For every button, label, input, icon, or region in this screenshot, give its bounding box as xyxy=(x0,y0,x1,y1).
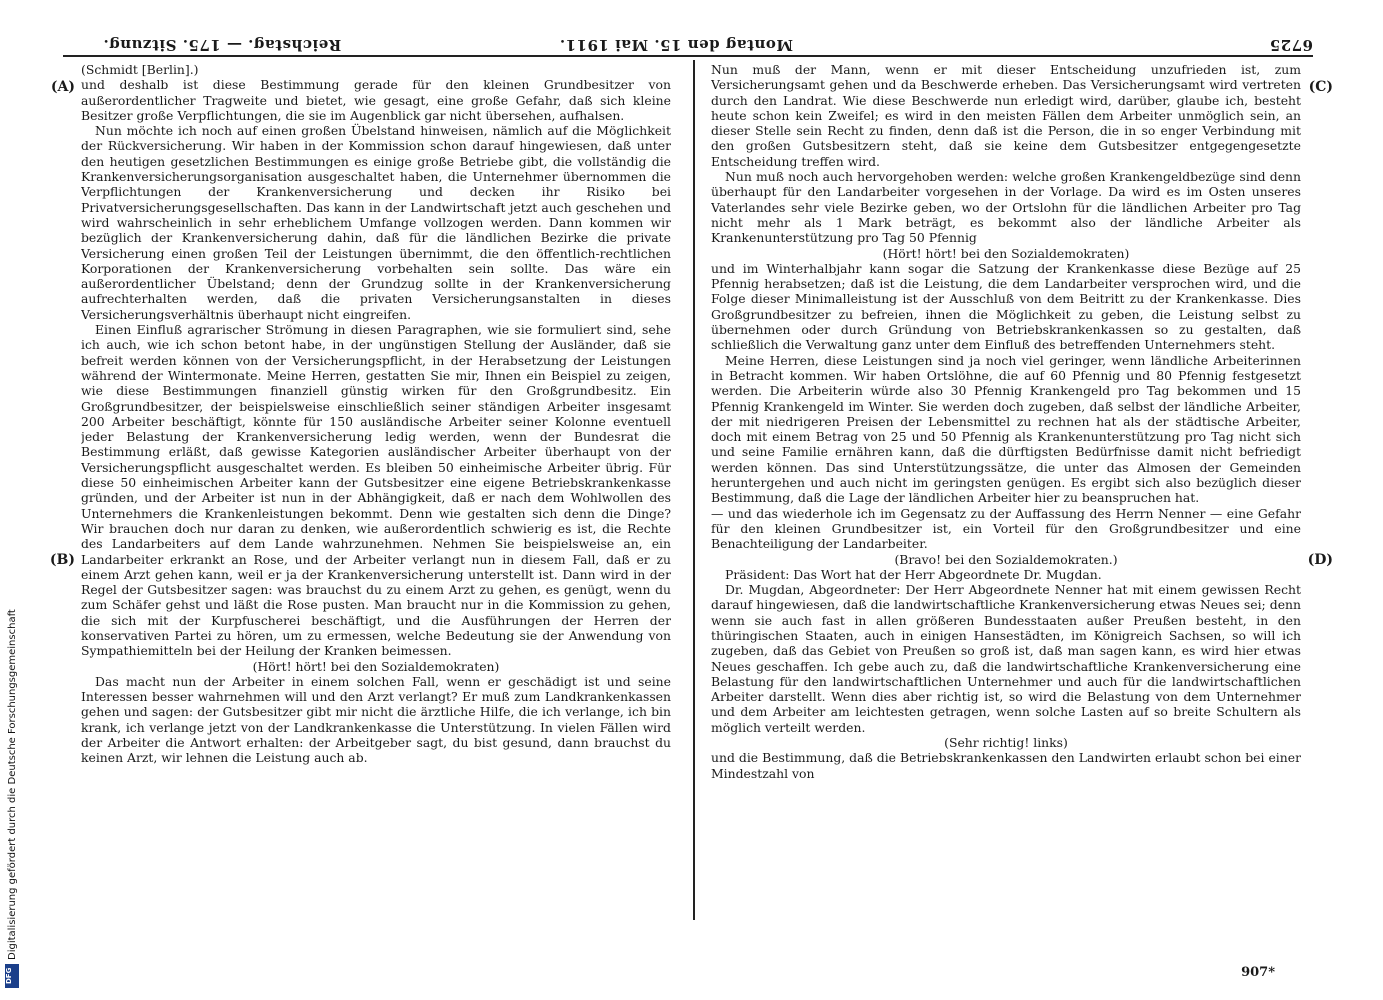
paragraph: und im Winterhalbjahr kann sogar die Satzung der Krankenkasse diese Bezüge auf 25 Pfennig herabsetzen; daß ist die Leistung, die dem Landarbeiter versprochen wird, und die Folge dieser Minimalleistung ist der Ausschluß von dem Beitritt zu der Krankenkasse. Dies Großgrundbesitzer zu befreien, ihnen die Möglichkeit zu geben, die Leistung selbst zu übernehmen oder durch Gründung von Betriebskrankenkassen so zu gestalten, daß schließlich die Verwaltung ganz unter dem Einfluß des betreffenden Unternehmers steht. xyxy=(711,260,1301,353)
column-divider xyxy=(693,60,695,920)
digitization-credit xyxy=(4,600,20,990)
paragraph: Nun möchte ich noch auf einen großen Übelstand hinweisen, nämlich auf die Möglichkeit der Rückversicherung. Wir haben in der Kommission schon darauf hingewiesen, daß unter den heutigen gesetzlichen Bestimmungen es einige große Betriebe gibt, die vollständig die Krankenversicherungsorganisation ausgeschaltet haben, die Unternehmer übernommen die Verpflichtungen der Krankenversicherung und decken ihr Risiko bei Privatversicherungsgesellschaften. Das kann in der Landwirtschaft jetzt auch geschehen und wird wahrscheinlich in sehr erheblichem Umfange vollzogen werden. Dann kommen wir bezüglich der Krankenversicherung dahin, daß für die ländlichen Bezirke die private Versicherung einen großen Teil der Leistungen übernimmt, die den öffentlich-rechtlichen Korporationen der Krankenversicherung vorbehalten sein sollte. Das wäre ein außerordentlicher Übelstand; denn der Grundzug sollte in der Krankenversicherung aufrechterhalten werden, daß die privaten Versicherungsanstalten in dieses Versicherungsverhältnis überhaupt nicht eingreifen. xyxy=(81,123,671,322)
page-header xyxy=(63,32,1313,54)
margin-marker-a: (A) xyxy=(50,79,75,95)
paragraph: Das macht nun der Arbeiter in einem solchen Fall, wenn er geschädigt ist und seine Interessen besser wahrnehmen will und den Arzt verlangt? Er muß zum Landkrankenkassen gehen und sagen: der Gutsbesitzer gibt mir nicht die ärztliche Hilfe, die ich verlange, ich bin krank, ich verlange jetzt von der Landkrankenkasse die Unterstützung. In vielen Fällen wird der Arbeiter die Antwort erhalten: der Arbeitgeber sagt, du bist gesund, dann brauchst du keinen Arzt, wir lehnen die Leistung auch ab. xyxy=(81,673,671,766)
paragraph: Präsident: Das Wort hat der Herr Abgeordnete Dr. Mugdan. xyxy=(725,566,1102,582)
paragraph: und die Bestimmung, daß die Betriebskrankenkassen den Landwirten erlaubt schon bei einer Mindestzahl von xyxy=(711,750,1301,781)
interjection: (Sehr richtig! links) xyxy=(944,735,1068,751)
paragraph: Nun muß noch auch hervorgehoben werden: welche großen Krankengeldbezüge sind denn überhaupt für den Landarbeiter vorgesehen in der Vorlage. Da wird es im Osten unseres Vaterlandes sehr viele Bezirke geben, wo der Ortslohn für die ländlichen Arbeiter pro Tag nicht mehr als 1 Mark beträgt, es bekommt also der ländliche Arbeiter als Krankenunterstützung pro Tag 50 Pfennig xyxy=(711,169,1301,246)
paragraph: Einen Einfluß agrarischer Strömung in diesen Paragraphen, wie sie formuliert sind, sehe ich auch, wie ich schon betont habe, in der ungünstigen Stellung der Ausländer, daß sie befreit werden können von der Versicherungspflicht, in der Herabsetzung der Leistungen während der Wintermonate. Meine Herren, gestatten Sie mir, Ihnen ein Beispiel zu zeigen, wie diese Bestimmungen finanziell günstig wirken für den Großgrundbesitz. Ein Großgrundbesitzer, der beispielsweise einschließlich seiner ständigen Arbeiter insgesamt 200 Arbeiter beschäftigt, könnte für 150 ausländische Arbeiter seiner Kolonne eventuell jeder Belastung der Krankenversicherung ledig werden, wenn der Bundesrat die Bestimmung erläßt, daß gewisse Kategorien ausländischer Arbeiter überhaupt von der Versicherungspflicht ausgeschaltet werden. Es bleiben 50 einheimische Arbeiter übrig. Für diese 50 einheimischen Arbeiter kann der Gutsbesitzer eine eigene Betriebskrankenkasse gründen, und der Arbeiter ist nun in der Abhängigkeit, daß er nach dem Wohlwollen des Unternehmers die Krankenleistungen bekommt. Denn wie gestalten sich denn die Dinge? Wir brauchen doch nur daran zu denken, wie außerordentlich schwierig es ist, die Rechte des Landarbeiters auf dem Lande wahrzunehmen. Nehmen Sie beispielsweise an, ein Landarbeiter erkrankt an Rose, und der Arbeiter verlangt nun in diesem Fall, daß er zu einem Arzt gehen kann, weil er ja der Krankenversicherung unterstellt ist. Dann wird in der Regel der Gutsbesitzer sagen: was brauchst du zu einem Arzt zu gehen, es genügt, wenn du zum Schäfer gehst und läßt die Rose pusten. Man braucht nur in die Kommission zu gehen, die sich mit der Kurpfuscherei beschäftigt, und die Ausführungen der Herren der konservativen Partei zu hören, um zu ermessen, welche Bedeutung sie der Anwendung von Sympathiemitteln bei der Heilung der Kranken beimessen. xyxy=(81,322,671,659)
paragraph: Dr. Mugdan, Abgeordneter: Der Herr Abgeordnete Nenner hat mit einem gewissen Recht darauf hingewiesen, daß die landwirtschaftliche Krankenversicherung etwas Neues sei; denn wenn sie auch fast in allen größeren Bundesstaaten außer Preußen besteht, in den thüringischen Staaten, auch in einigen Hansestädten, im Königreich Sachsen, so will ich zugeben, daß das Gebiet von Preußen so groß ist, daß man sagen kann, es wird hier etwas Neues geschaffen. Ich gebe auch zu, daß die landwirtschaftliche Krankenversicherung eine Belastung für den landwirtschaftlichen Unternehmer und auch für die landwirtschaftlichen Arbeiter darstellt. Wenn dies aber richtig ist, so wird die Belastung von dem Unternehmer und dem Arbeiter am leichtesten getragen, wenn solche Lasten auf so breite Schultern als möglich verteilt werden. xyxy=(711,582,1301,735)
dfg-logo: DFG xyxy=(5,964,19,988)
interjection: (Bravo! bei den Sozialdemokraten.) xyxy=(894,551,1118,567)
margin-marker-c: (C) xyxy=(1308,79,1333,95)
session-heading: Reichstag. — 175. Sitzung. xyxy=(103,36,342,54)
date-heading: Montag den 15. Mai 1911. xyxy=(559,36,793,54)
margin-marker-d: (D) xyxy=(1307,552,1333,568)
page-number: 6725 xyxy=(1269,36,1313,54)
paragraph: Nun muß der Mann, wenn er mit dieser Entscheidung unzufrieden ist, zum Versicherungsamt gehen und da Beschwerde erheben. Das Versicherungsamt wird vertreten durch den Landrat. Wie diese Beschwerde nun erledigt wird, darüber, glaube ich, besteht heute schon kein Zweifel; es wird in den meisten Fällen dem Arbeiter unmöglich sein, an dieser Stelle sein Recht zu finden, denn daß ist die Person, die in so enger Verbindung mit den großen Gutsbesitzern steht, daß sie keine dem Gutsbesitzer entgegengesetzte Entscheidung treffen wird. xyxy=(711,62,1301,169)
paragraph: und deshalb ist diese Bestimmung gerade für den kleinen Grundbesitzer von außerordentlicher Tragweite und bietet, wie gesagt, eine große Gefahr, daß sich kleine Besitzer große Verpflichtungen, die sie im Augenblick gar nicht übersehen, aufhalsen. xyxy=(81,77,671,123)
credit-text: Digitalisierung gefördert durch die Deutsche Forschungsgemeinschaft xyxy=(7,609,18,960)
paragraph: Meine Herren, diese Leistungen sind ja noch viel geringer, wenn ländliche Arbeiterinnen in Betracht kommen. Wir haben Ortslöhne, die auf 60 Pfennig und 80 Pfennig festgesetzt werden. Die Arbeiterin würde also 30 Pfennig Krankengeld pro Tag bekommen und 15 Pfennig Krankengeld im Winter. Sie werden doch zugeben, daß selbst der ländliche Arbeiter, der mit niedrigeren Preisen der Lebensmittel zu rechnen hat als der städtische Arbeiter, doch mit einem Betrag von 25 und 50 Pfennig als Krankenunterstützung pro Tag nicht sich und seine Familie ernähren kann, daß die dürftigsten Bedürfnisse damit nicht befriedigt werden können. Das sind Unterstützungssätze, die unter das Almosen der Gemeinden heruntergehen und auch nicht im geringsten genügen. Es ergibt sich also bezüglich dieser Bestimmung, daß die Lage der ländlichen Arbeiter hier zu beanspruchen hat. xyxy=(711,352,1301,506)
header-rule xyxy=(63,55,1313,57)
signature-mark: 907* xyxy=(1241,965,1275,980)
interjection: (Hört! hört! bei den Sozialdemokraten) xyxy=(252,658,500,674)
interjection: (Hört! hört! bei den Sozialdemokraten) xyxy=(882,245,1130,261)
text-column-left xyxy=(711,62,1301,940)
speaker-label: (Schmidt [Berlin].) xyxy=(81,62,199,77)
paragraph: — und das wiederhole ich im Gegensatz zu der Auffassung des Herrn Nenner — eine Gefahr für den kleinen Grundbesitzer ist, ein Vorteil für den Großgrundbesitzer und eine Benachteiligung der Landarbeiter. xyxy=(711,505,1301,552)
text-column-right xyxy=(81,62,671,940)
margin-marker-b: (B) xyxy=(49,552,75,568)
